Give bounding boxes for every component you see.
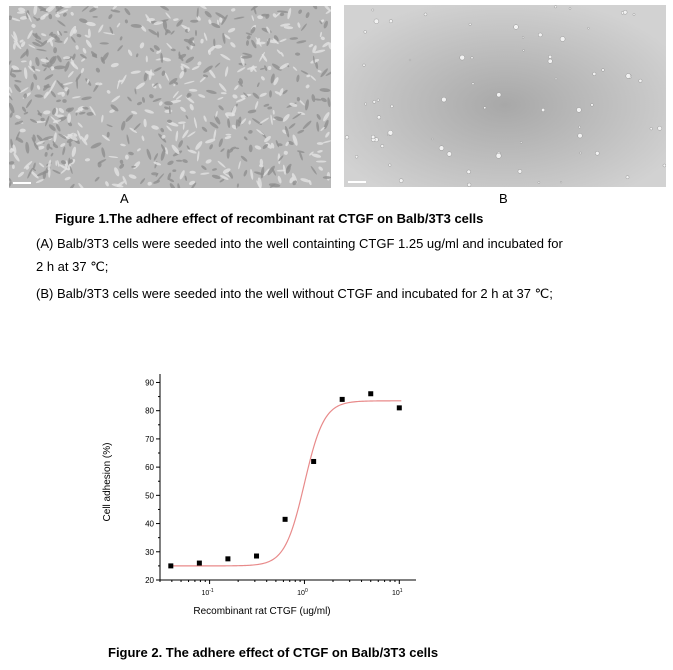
panel-label-a: A: [120, 191, 129, 206]
data-point: [311, 459, 316, 464]
data-point: [254, 554, 259, 559]
micrograph-b-image: [344, 5, 666, 187]
figure1-title: Figure 1.The adhere effect of recombinant rat CTGF on Balb/3T3 cells: [55, 211, 484, 226]
panel-label-b: B: [499, 191, 508, 206]
micrograph-a-image: [9, 6, 331, 188]
data-point: [197, 561, 202, 566]
y-tick-label: 60: [145, 463, 154, 473]
fit-curve: [171, 401, 402, 566]
figure1-caption-a: (A) Balb/3T3 cells were seeded into the well containting CTGF 1.25 ug/ml and incubated for 2 h at 37 ℃;: [36, 236, 563, 274]
y-axis-label: Cell adhesion (%): [102, 442, 113, 522]
x-tick-label: $10^1$: [392, 588, 403, 597]
x-tick-exponent: 0: [304, 588, 308, 594]
y-tick-label: 20: [145, 576, 154, 585]
y-tick-label: 90: [145, 378, 154, 388]
adhesion-chart: [96, 368, 426, 620]
chart-axes: [145, 374, 416, 597]
figure1-caption-b: (B) Balb/3T3 cells were seeded into the well without CTGF and incubated for 2 h at 37 ℃;: [36, 286, 553, 301]
x-tick-exponent: 1: [399, 588, 403, 594]
y-tick-label: 50: [145, 491, 154, 501]
x-tick-exponent: -1: [209, 588, 214, 594]
data-point: [397, 405, 402, 410]
x-axis-label: Recombinant rat CTGF (ug/ml): [193, 606, 331, 617]
y-tick-label: 30: [145, 547, 154, 557]
data-point: [368, 391, 373, 396]
figure2-title: Figure 2. The adhere effect of CTGF on Balb/3T3 cells: [108, 645, 439, 660]
y-tick-label: 70: [145, 434, 154, 444]
y-tick-label: 80: [145, 406, 154, 416]
chart-points: [168, 391, 401, 568]
x-tick-label: $10^0$: [297, 588, 308, 597]
data-point: [340, 397, 345, 402]
data-point: [168, 563, 173, 568]
data-point: [283, 517, 288, 522]
y-tick-label: 40: [145, 519, 154, 529]
micrograph-panel-b: [344, 5, 666, 187]
x-tick-label: $10^{-1}$: [201, 588, 214, 597]
micrograph-panel-a: [9, 6, 331, 188]
data-point: [225, 556, 230, 561]
